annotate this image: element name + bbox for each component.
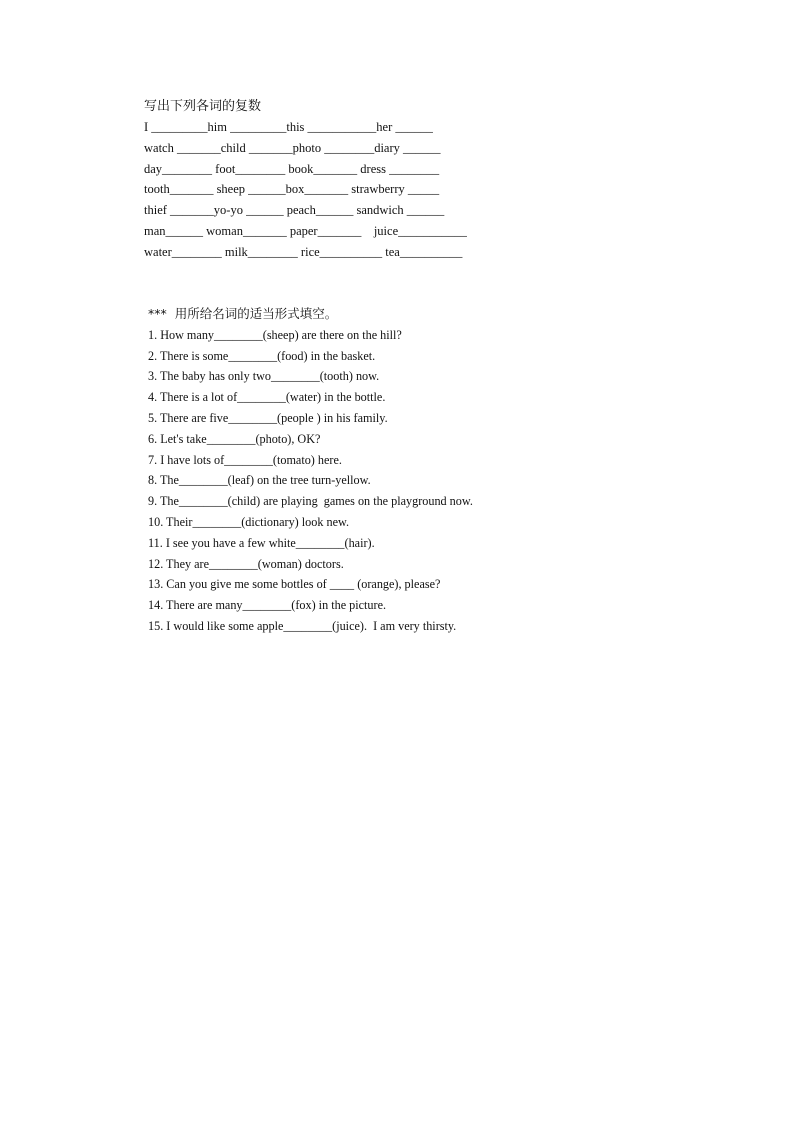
question-item: 3. The baby has only two________(tooth) now. bbox=[148, 369, 380, 384]
section-heading-fill-in: *** 用所给名词的适当形式填空。 bbox=[148, 306, 338, 321]
question-item: 13. Can you give me some bottles of ____ (orange), please? bbox=[148, 577, 441, 592]
question-item: 15. I would like some apple________(juice). I am very thirsty. bbox=[148, 618, 457, 633]
question-item: 14. There are many________(fox) in the picture. bbox=[148, 598, 387, 613]
question-item: 6. Let's take________(photo), OK? bbox=[148, 431, 321, 446]
word-row: watch _______child _______photo ________diary ______ bbox=[144, 140, 441, 155]
question-item: 9. The________(child) are playing games on the playground now. bbox=[148, 494, 473, 509]
word-row: day________ foot________ book_______ dress ________ bbox=[144, 161, 440, 176]
question-item: 11. I see you have a few white________(hair). bbox=[148, 535, 375, 550]
section-heading-plurals: 写出下列各词的复数 bbox=[144, 99, 262, 114]
question-item: 1. How many________(sheep) are there on the hill? bbox=[148, 327, 402, 342]
word-row: tooth_______ sheep ______box_______ strawberry _____ bbox=[144, 182, 440, 197]
word-row: water________ milk________ rice__________ tea__________ bbox=[144, 244, 463, 259]
question-item: 7. I have lots of________(tomato) here. bbox=[148, 452, 342, 467]
question-item: 12. They are________(woman) doctors. bbox=[148, 556, 344, 571]
word-row: man______ woman_______ paper_______ juice___________ bbox=[144, 223, 467, 238]
question-item: 2. There is some________(food) in the basket. bbox=[148, 348, 376, 363]
question-item: 10. Their________(dictionary) look new. bbox=[148, 514, 350, 529]
word-row: I _________him _________this ___________her ______ bbox=[144, 120, 433, 134]
word-row: thief _______yo-yo ______ peach______ sandwich ______ bbox=[144, 203, 445, 218]
question-item: 4. There is a lot of________(water) in the bottle. bbox=[148, 390, 386, 405]
question-item: 5. There are five________(people ) in his family. bbox=[148, 410, 388, 425]
fill-in-blank-section bbox=[148, 304, 588, 637]
plural-forms-section bbox=[144, 97, 564, 263]
question-item: 8. The________(leaf) on the tree turn-yellow. bbox=[148, 473, 371, 488]
